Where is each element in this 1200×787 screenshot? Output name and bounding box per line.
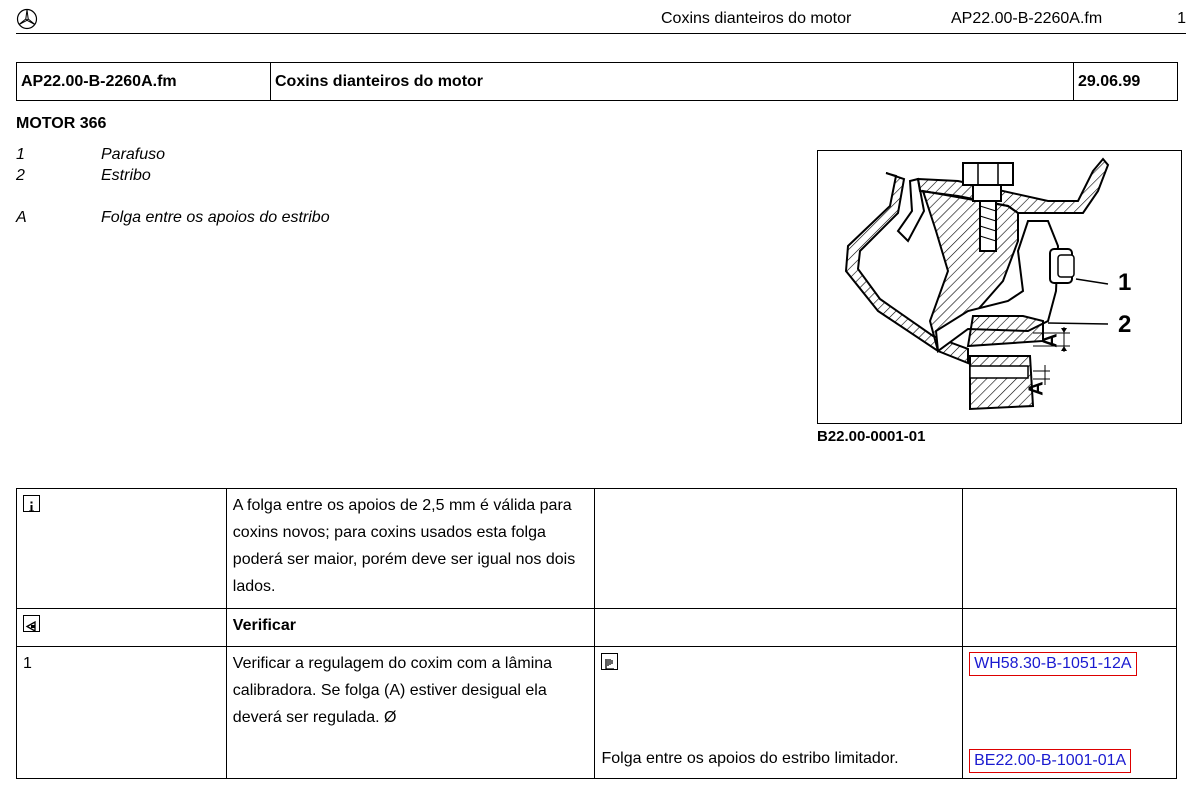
verify-icon-cell (17, 609, 227, 647)
empty-cell (595, 489, 963, 609)
callout-1: 1 (1118, 269, 1132, 296)
reference-link[interactable]: WH58.30-B-1051-12A (969, 652, 1136, 676)
legend-key: 1 (16, 146, 25, 163)
technical-drawing (817, 150, 1182, 424)
step-number: 1 (17, 647, 227, 779)
reference-link[interactable]: BE22.00-B-1001-01A (969, 749, 1131, 773)
callout-a-upper: A (1039, 333, 1062, 348)
motor-heading: MOTOR 366 (16, 115, 107, 132)
page-header (16, 6, 1186, 34)
info-icon-cell (17, 489, 227, 609)
legend-key: A (16, 209, 27, 226)
legend-value: Folga entre os apoios do estribo (101, 209, 330, 226)
table-row (17, 647, 1177, 779)
page-number: 1 (1177, 10, 1186, 27)
header-file: AP22.00-B-2260A.fm (951, 10, 1103, 27)
empty-cell (595, 609, 963, 647)
verify-label: Verificar (226, 609, 595, 647)
info-icon (23, 495, 40, 512)
procedure-table (16, 488, 1177, 779)
reference-cell (963, 647, 1177, 779)
figure-caption: B22.00-0001-01 (817, 428, 926, 445)
legend-value: Parafuso (101, 146, 166, 163)
table-row (17, 609, 1177, 647)
doc-date: 29.06.99 (1078, 73, 1141, 90)
doc-id: AP22.00-B-2260A.fm (17, 63, 271, 100)
legend-key: 2 (16, 167, 25, 184)
empty-cell (963, 609, 1177, 647)
step-note: Folga entre os apoios do estribo limitador. (601, 750, 899, 767)
feeler-gauge-icon (601, 653, 618, 670)
step-text: Verificar a regulagem do coxim com a lâmina calibradora. Se folga (A) estiver desigual ela deverá ser regulada. Ø (226, 647, 595, 779)
empty-cell (963, 489, 1177, 609)
info-text: A folga entre os apoios de 2,5 mm é válida para coxins novos; para coxins usados esta folga poderá ser maior, porém deve ser igual nos dois lados. (226, 489, 595, 609)
callout-a-lower: A (1025, 381, 1048, 396)
doc-title: Coxins dianteiros do motor (271, 63, 1074, 100)
legend-value: Estribo (101, 167, 151, 184)
check-icon (23, 615, 40, 632)
table-row (17, 489, 1177, 609)
callout-2: 2 (1118, 311, 1132, 338)
mercedes-star-icon (16, 8, 38, 30)
header-title: Coxins dianteiros do motor (661, 10, 852, 27)
document-title-table (16, 62, 1178, 101)
step-tool-cell (595, 647, 963, 779)
